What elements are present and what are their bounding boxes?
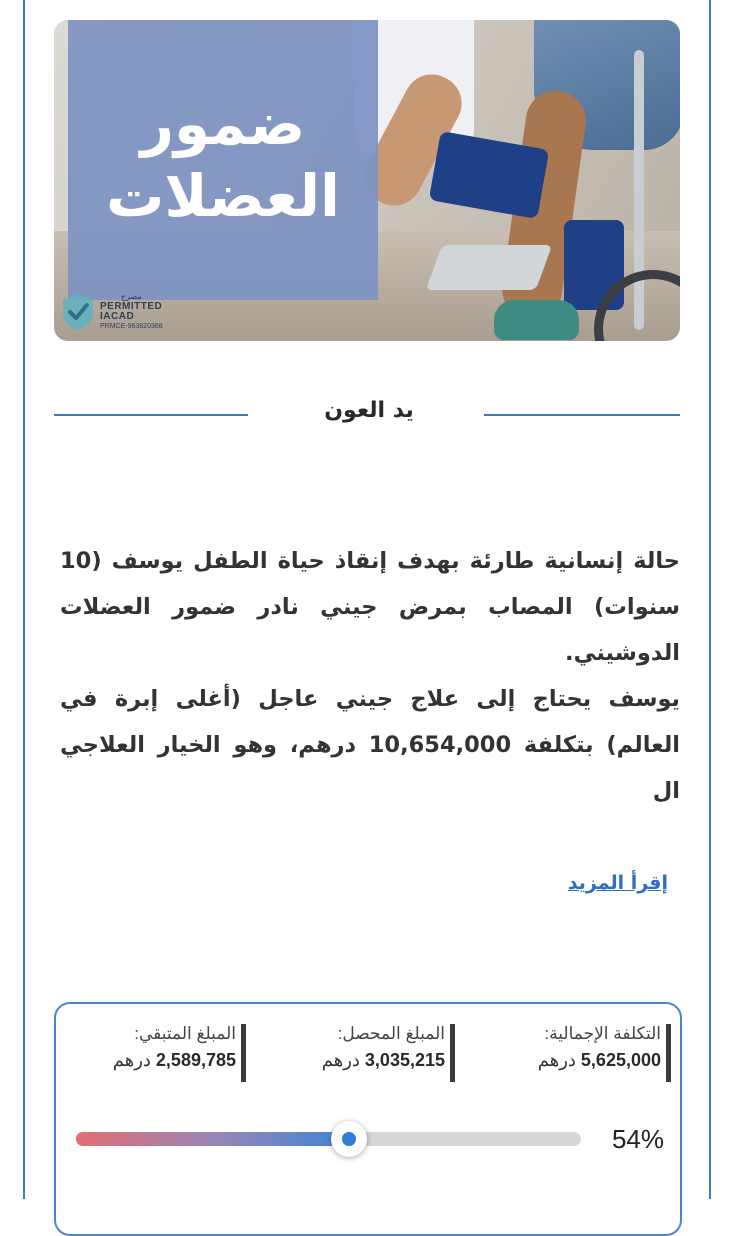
total-cost-stat (481, 1022, 671, 1074)
description-paragraph: حالة إنسانية طارئة بهدف إنقاذ حياة الطفل يوسف (10 سنوات) المصاب بمرض جيني نادر ضمور العضلات الدوشيني. (60, 548, 680, 666)
stat-divider (450, 1024, 455, 1082)
badge-permitted-label: PERMITTED (100, 301, 163, 312)
remaining-amount-stat (66, 1022, 246, 1074)
badge-permit-code: PRMCE-963820368 (100, 323, 163, 330)
heading-divider-left (54, 414, 248, 416)
total-cost-currency: درهم (537, 1050, 576, 1070)
section-title: يد العون (324, 398, 414, 423)
frame-border-right (709, 0, 711, 1199)
badge-iacad-label: IACAD (100, 311, 135, 322)
badge-arabic-label: مصرح (120, 292, 142, 301)
progress-slider-handle[interactable] (331, 1121, 367, 1157)
permit-badge (60, 292, 163, 332)
campaign-hero-image (54, 20, 680, 341)
total-cost-value (481, 1046, 661, 1074)
read-more-link[interactable]: إقرأ المزيد (567, 872, 668, 894)
remaining-amount: 2,589,785 (155, 1050, 236, 1070)
heading-divider-right (484, 414, 680, 416)
collected-currency: درهم (321, 1050, 360, 1070)
remaining-label: المبلغ المتبقي: (134, 1024, 236, 1043)
stat-divider (241, 1024, 246, 1082)
funding-progress-percent: 54% (611, 1124, 664, 1154)
total-cost-label: التكلفة الإجمالية: (544, 1024, 661, 1043)
stat-divider (666, 1024, 671, 1082)
hero-title-line1: ضمور (140, 90, 306, 158)
total-cost-amount: 5,625,000 (580, 1050, 661, 1070)
description-paragraph: يوسف يحتاج إلى علاج جيني عاجل (أغلى إبرة في العالم) بتكلفة 10,654,000 درهم، وهو الخيار العلاجي ال (60, 686, 680, 804)
hero-shoe (494, 300, 579, 340)
remaining-currency: درهم (112, 1050, 151, 1070)
collected-amount: 3,035,215 (364, 1050, 445, 1070)
hero-title-line2: العضلات (106, 162, 340, 230)
section-heading (54, 398, 680, 434)
funding-progress-fill (76, 1132, 349, 1146)
remaining-value (66, 1046, 236, 1074)
collected-label: المبلغ المحصل: (337, 1024, 445, 1043)
shield-check-icon (60, 292, 96, 332)
funding-summary-card (54, 1002, 682, 1236)
hero-footrest (426, 245, 552, 290)
collected-value (270, 1046, 445, 1074)
collected-amount-stat (270, 1022, 455, 1074)
hero-title-panel (68, 20, 378, 300)
campaign-description (60, 538, 680, 814)
frame-border-left (23, 0, 25, 1199)
funding-progress-bar (76, 1132, 581, 1146)
